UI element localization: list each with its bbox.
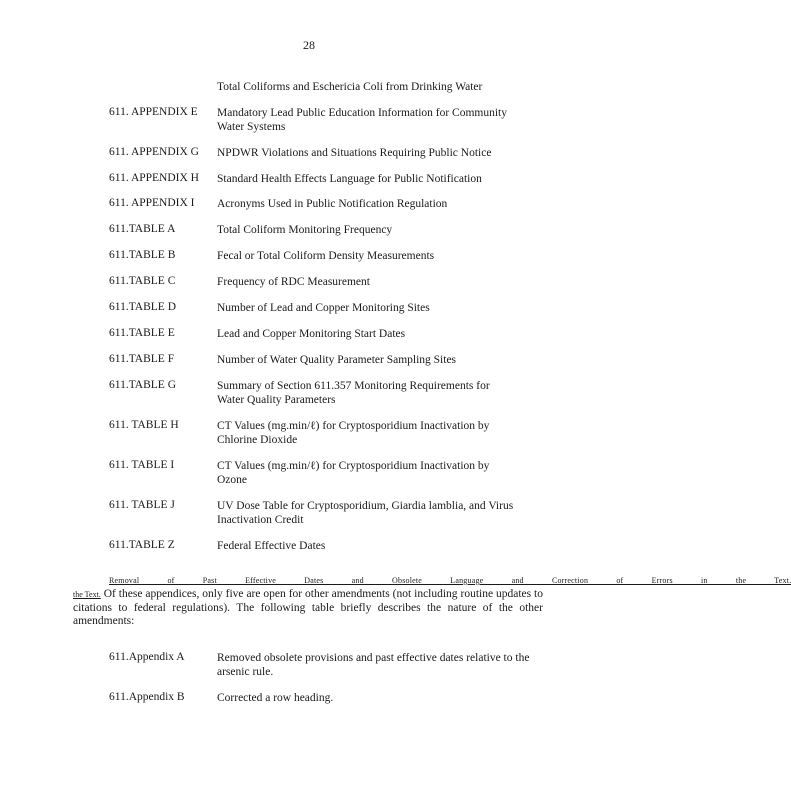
entry-code: 611. APPENDIX H — [109, 172, 199, 184]
entry-desc: Lead and Copper Monitoring Start Dates — [217, 328, 406, 340]
entry-code: 611.TABLE E — [109, 327, 175, 339]
amendment-desc: Corrected a row heading. — [217, 692, 334, 704]
entry-desc: Standard Health Effects Language for Public Notification — [217, 173, 482, 185]
entry-desc: Frequency of RDC Measurement — [217, 276, 370, 288]
removal-lead: the Text. — [73, 590, 101, 599]
continuation-text: Total Coliforms and Eschericia Coli from Drinking Water — [217, 81, 483, 93]
entry-code: 611. APPENDIX G — [109, 146, 199, 158]
entry-code: 611.TABLE B — [109, 249, 176, 261]
entry-code: 611. APPENDIX E — [109, 106, 198, 118]
entry-code: 611. TABLE J — [109, 499, 175, 511]
entry-desc: Mandatory Lead Public Education Information for Community Water Systems — [217, 107, 507, 133]
entry-desc: NPDWR Violations and Situations Requiring Public Notice — [217, 147, 492, 159]
entry-code: 611.TABLE G — [109, 379, 177, 391]
entry-desc: Summary of Section 611.357 Monitoring Requirements for Water Quality Parameters — [217, 380, 490, 406]
entry-desc: Total Coliform Monitoring Frequency — [217, 224, 393, 236]
entry-desc: UV Dose Table for Cryptosporidium, Giardia lamblia, and Virus Inactivation Credit — [217, 500, 514, 526]
entry-desc: CT Values (mg.min/ℓ) for Cryptosporidium Inactivation by Ozone — [217, 460, 490, 486]
entry-code: 611.TABLE A — [109, 223, 176, 235]
entry-desc: CT Values (mg.min/ℓ) for Cryptosporidium Inactivation by Chlorine Dioxide — [217, 420, 490, 446]
entry-code: 611. TABLE I — [109, 459, 175, 471]
entry-code: 611. APPENDIX I — [109, 197, 195, 209]
entry-code: 611. TABLE H — [109, 419, 179, 431]
removal-paragraph — [73, 588, 543, 629]
entry-code: 611.TABLE C — [109, 275, 176, 287]
entry-desc: Number of Lead and Copper Monitoring Sites — [217, 302, 430, 314]
entry-desc: Fecal or Total Coliform Density Measurements — [217, 250, 435, 262]
removal-heading: Removal of Past Effective Dates and Obsolete Language and Correction of Errors in the Text. — [109, 576, 791, 585]
entry-desc: Acronyms Used in Public Notification Regulation — [217, 198, 448, 210]
entry-desc: Number of Water Quality Parameter Sampling Sites — [217, 354, 457, 366]
removal-text: Of these appendices, only five are open for other amendments (not including routine updates to citations to federal regulations). The following table briefly describes the nature of the other amendments: — [73, 588, 544, 627]
page-number: 28 — [303, 38, 315, 52]
entry-code: 611.TABLE Z — [109, 539, 175, 551]
entry-code: 611.TABLE F — [109, 353, 175, 365]
amendment-code: 611.Appendix B — [109, 691, 185, 703]
entry-desc: Federal Effective Dates — [217, 540, 326, 552]
entry-code: 611.TABLE D — [109, 301, 177, 313]
amendment-code: 611.Appendix A — [109, 651, 185, 663]
amendment-desc: Removed obsolete provisions and past effective dates relative to the arsenic rule. — [217, 652, 530, 678]
